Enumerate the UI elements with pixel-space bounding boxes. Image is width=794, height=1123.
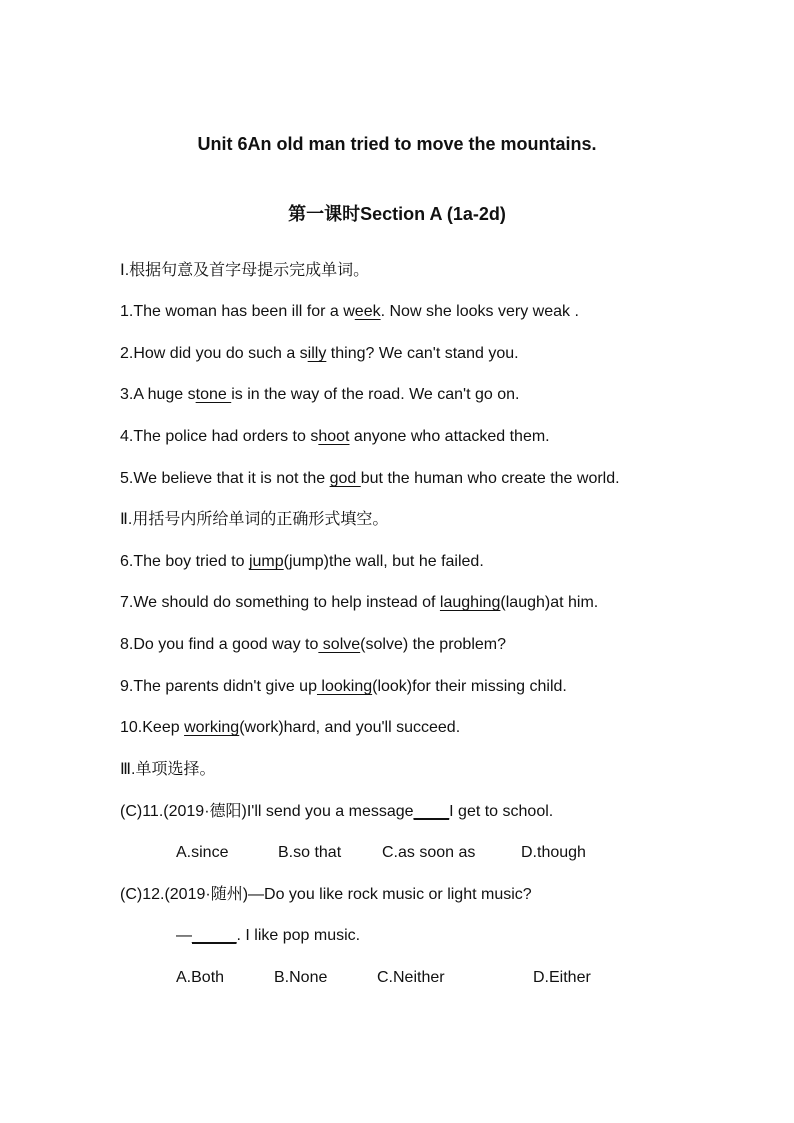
question-4-text-b: anyone who attacked them.	[349, 428, 550, 445]
question-1	[120, 302, 579, 322]
document-title: Unit 6An old man tried to move the mountains.	[197, 134, 597, 154]
question-5-text-b: but the human who create the world.	[360, 470, 620, 487]
question-11	[120, 802, 553, 822]
question-10-text-a: 10.Keep	[120, 719, 185, 736]
question-8-text-a: 8.Do you find a good way to	[120, 636, 319, 653]
question-6	[120, 552, 484, 572]
question-11-option-a: A.since	[176, 844, 229, 861]
section-1-heading: Ⅰ.根据句意及首字母提示完成单词。	[120, 262, 370, 279]
question-11-stem-a: (C)11.(2019·德阳)I'll send you a message	[120, 803, 414, 820]
question-7-answer: laughing	[439, 594, 501, 611]
question-2	[120, 344, 519, 364]
question-6-answer: jump	[248, 553, 284, 570]
lesson-subtitle: 第一课时Section A (1a-2d)	[288, 204, 506, 224]
question-11-blank: ____	[413, 803, 450, 820]
question-9-text-a: 9.The parents didn't give up	[120, 678, 317, 695]
question-4-text-a: 4.The police had orders to s	[120, 428, 319, 445]
question-7-text-a: 7.We should do something to help instead of	[120, 594, 440, 611]
question-4	[120, 427, 550, 447]
question-12-option-d: D.Either	[533, 969, 591, 986]
question-9-text-b: (look)for their missing child.	[372, 678, 567, 695]
question-9	[120, 677, 567, 697]
question-11-stem-b: I get to school.	[449, 803, 554, 820]
section-2-heading: Ⅱ.用括号内所给单词的正确形式填空。	[120, 511, 389, 528]
question-9-answer: looking	[316, 678, 373, 695]
question-10-text-b: (work)hard, and you'll succeed.	[239, 719, 461, 736]
question-10-answer: working	[184, 719, 240, 736]
question-12-reply-text: . I like pop music.	[236, 927, 361, 944]
question-6-text-b: (jump)the wall, but he failed.	[283, 553, 484, 570]
question-12-option-a: A.Both	[176, 969, 225, 986]
question-8	[120, 635, 506, 655]
question-12-option-c: C.Neither	[377, 969, 445, 986]
question-8-text-b: (solve) the problem?	[360, 636, 506, 653]
question-5-text-a: 5.We believe that it is not the	[120, 470, 330, 487]
question-1-answer: eek	[354, 303, 381, 320]
question-3-answer: tone	[195, 386, 232, 403]
question-3	[120, 385, 519, 405]
question-2-answer: illy	[307, 345, 327, 362]
question-2-text-a: 2.How did you do such a s	[120, 345, 308, 362]
question-11-option-b: B.so that	[278, 844, 342, 861]
question-1-text-a: 1.The woman has been ill for a w	[120, 303, 355, 320]
question-12-reply	[176, 926, 360, 946]
question-12-option-b: B.None	[274, 969, 328, 986]
question-3-text-a: 3.A huge s	[120, 386, 196, 403]
question-3-text-b: is in the way of the road. We can't go on.	[231, 386, 520, 403]
question-5	[120, 469, 620, 489]
question-8-answer: solve	[318, 636, 361, 653]
question-1-text-b: . Now she looks very weak .	[380, 303, 579, 320]
section-3-heading: Ⅲ.单项选择。	[120, 761, 216, 778]
question-12-blank: _____	[192, 927, 237, 944]
question-10	[120, 718, 460, 738]
question-7-text-b: (laugh)at him.	[500, 594, 599, 611]
question-2-text-b: thing? We can't stand you.	[326, 345, 519, 362]
question-12: (C)12.(2019·随州)—Do you like rock music or light music?	[120, 886, 532, 903]
question-11-option-d: D.though	[521, 844, 586, 861]
question-11-option-c: C.as soon as	[382, 844, 476, 861]
question-4-answer: hoot	[318, 428, 350, 445]
question-7	[120, 593, 598, 613]
question-12-reply-dash: —	[176, 927, 192, 944]
question-6-text-a: 6.The boy tried to	[120, 553, 249, 570]
question-5-answer: god	[329, 470, 361, 487]
